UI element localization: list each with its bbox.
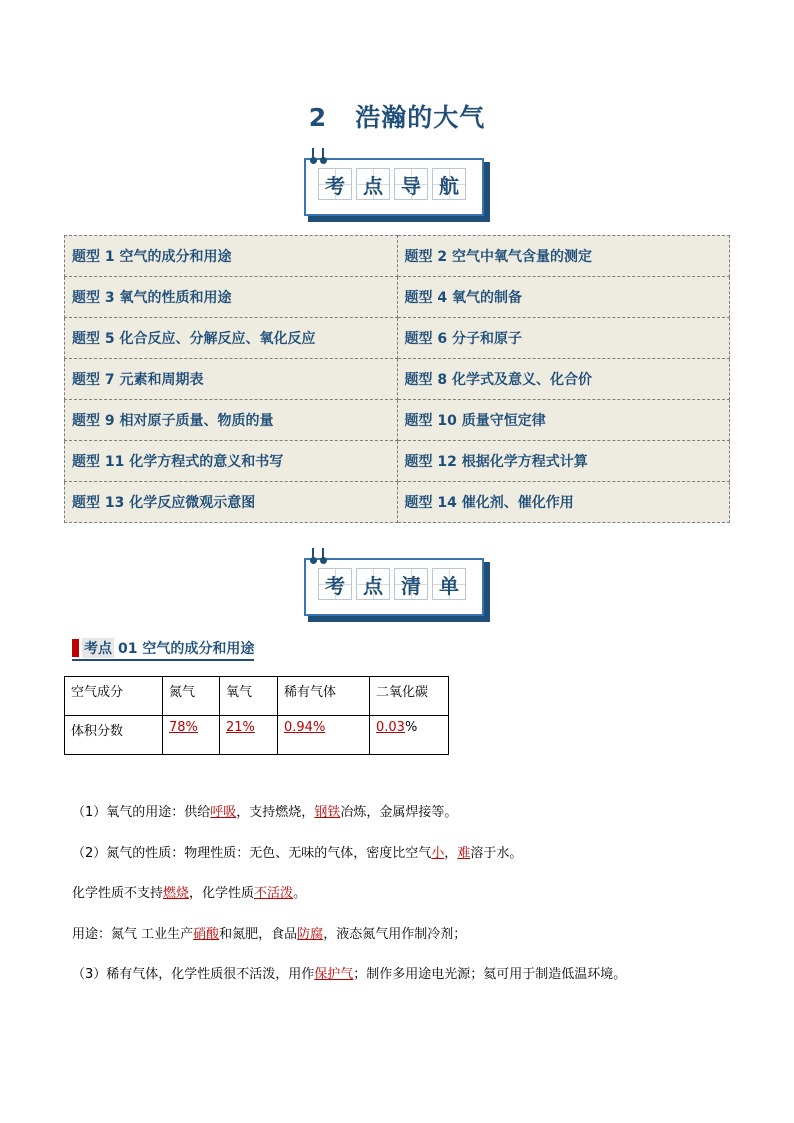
paragraph-nitrogen-uses: 用途：氮气 工业生产硝酸和氮肥，食品防腐，液态氮气用作制冷剂； bbox=[72, 927, 467, 942]
banner-char: 点 bbox=[356, 168, 390, 200]
answer-blank: 燃烧 bbox=[163, 886, 190, 901]
answer-blank: 小 bbox=[431, 846, 445, 861]
answer-value: 0.94% bbox=[284, 720, 326, 735]
banner-char: 考 bbox=[318, 168, 352, 200]
unit-suffix: % bbox=[404, 720, 418, 735]
paragraph-oxygen-uses: （1）氧气的用途：供给呼吸，支持燃烧，钢铁冶炼，金属焊接等。 bbox=[72, 805, 458, 820]
table-row bbox=[65, 359, 730, 400]
paragraph-noble-gases: （3）稀有气体，化学性质很不活泼，用作保护气；制作多用途电光源；氦可用于制造低温环境。 bbox=[72, 967, 627, 982]
air-composition-table bbox=[64, 676, 449, 755]
answer-value: 78% bbox=[169, 720, 198, 735]
table-row bbox=[65, 677, 449, 716]
topic-cell: 题型 14 催化剂、催化作用 bbox=[397, 482, 730, 523]
table-row bbox=[65, 441, 730, 482]
banner-char: 清 bbox=[394, 568, 428, 600]
header-cell: 空气成分 bbox=[65, 677, 163, 716]
answer-blank: 防腐 bbox=[297, 927, 324, 942]
section-title: 01 空气的成分和用途 bbox=[118, 641, 255, 657]
answer-blank: 保护气 bbox=[314, 967, 354, 982]
topic-cell: 题型 7 元素和周期表 bbox=[65, 359, 398, 400]
paragraph-nitrogen-chemical: 化学性质不支持燃烧，化学性质不活泼。 bbox=[72, 886, 307, 901]
page-title: 2 浩瀚的大气 bbox=[308, 103, 486, 132]
banner-char: 导 bbox=[394, 168, 428, 200]
header-cell: 稀有气体 bbox=[278, 677, 370, 716]
topic-cell: 题型 10 质量守恒定律 bbox=[397, 400, 730, 441]
topics-table bbox=[64, 235, 730, 523]
section-heading bbox=[72, 637, 254, 661]
section-label: 考点 bbox=[82, 638, 114, 658]
answer-blank: 硝酸 bbox=[193, 927, 220, 942]
topic-cell: 题型 4 氧气的制备 bbox=[397, 277, 730, 318]
topic-cell: 题型 3 氧气的性质和用途 bbox=[65, 277, 398, 318]
table-row bbox=[65, 318, 730, 359]
topic-cell: 题型 8 化学式及意义、化合价 bbox=[397, 359, 730, 400]
header-cell: 二氧化碳 bbox=[370, 677, 449, 716]
banner-kaodian-qingdan bbox=[304, 558, 490, 622]
paragraph-nitrogen-physical: （2）氮气的性质：物理性质：无色、无味的气体，密度比空气小，难溶于水。 bbox=[72, 846, 523, 861]
section-marker bbox=[72, 639, 79, 657]
table-row bbox=[65, 236, 730, 277]
table-row bbox=[65, 400, 730, 441]
banner-char: 点 bbox=[356, 568, 390, 600]
topic-cell: 题型 2 空气中氧气含量的测定 bbox=[397, 236, 730, 277]
answer-blank: 不活泼 bbox=[254, 886, 294, 901]
topic-cell: 题型 5 化合反应、分解反应、氧化反应 bbox=[65, 318, 398, 359]
answer-blank: 难 bbox=[457, 846, 471, 861]
header-cell: 氧气 bbox=[220, 677, 278, 716]
header-cell: 氮气 bbox=[163, 677, 220, 716]
banner-char: 航 bbox=[432, 168, 466, 200]
topic-cell: 题型 1 空气的成分和用途 bbox=[65, 236, 398, 277]
row-label: 体积分数 bbox=[65, 716, 163, 755]
topic-cell: 题型 11 化学方程式的意义和书写 bbox=[65, 441, 398, 482]
table-row bbox=[65, 277, 730, 318]
answer-value: 0.03 bbox=[376, 720, 405, 735]
topic-cell: 题型 13 化学反应微观示意图 bbox=[65, 482, 398, 523]
topic-cell: 题型 6 分子和原子 bbox=[397, 318, 730, 359]
banner-char: 考 bbox=[318, 568, 352, 600]
banner-char: 单 bbox=[432, 568, 466, 600]
topic-cell: 题型 12 根据化学方程式计算 bbox=[397, 441, 730, 482]
answer-blank: 呼吸 bbox=[210, 805, 237, 820]
answer-blank: 钢铁 bbox=[314, 805, 341, 820]
table-row bbox=[65, 716, 449, 755]
banner-kaodian-daohang bbox=[304, 158, 490, 222]
topic-cell: 题型 9 相对原子质量、物质的量 bbox=[65, 400, 398, 441]
table-row bbox=[65, 482, 730, 523]
answer-value: 21% bbox=[226, 720, 255, 735]
